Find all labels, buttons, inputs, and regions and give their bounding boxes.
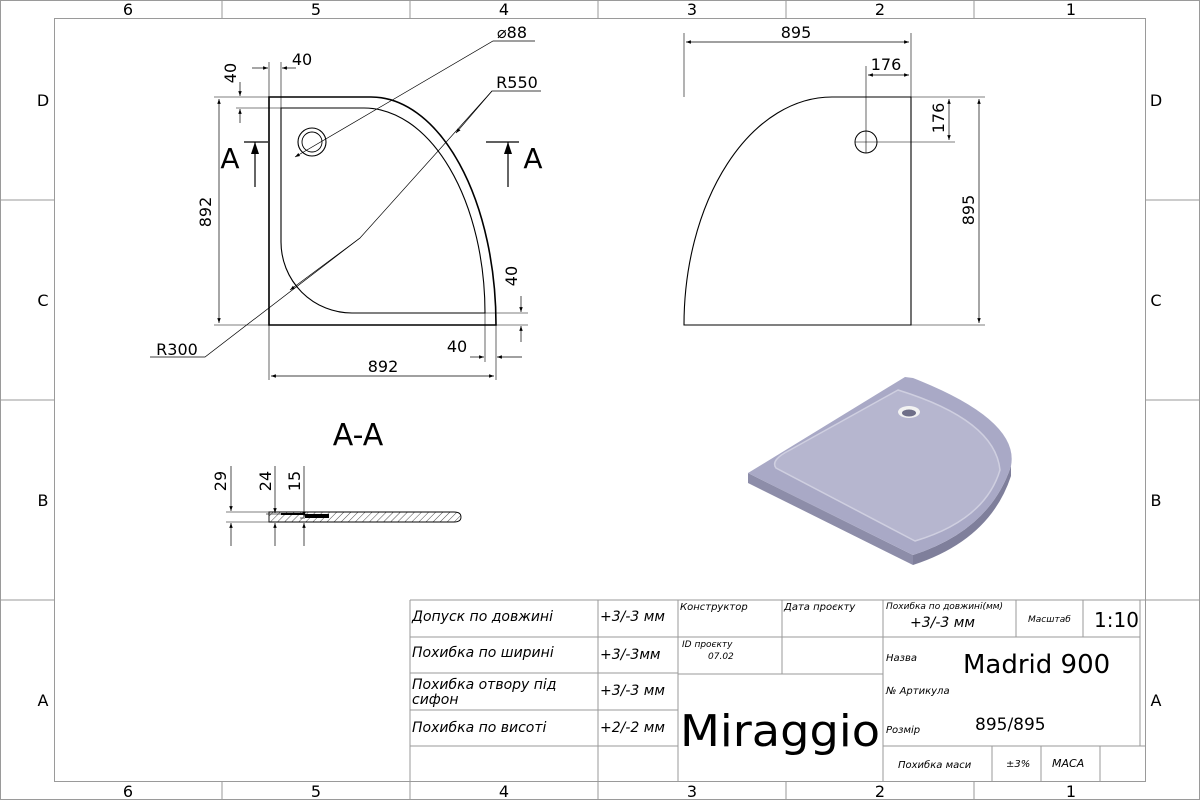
zone-bottom-5: 5 [310, 782, 322, 800]
zone-labels [37, 0, 1162, 800]
dim-plan-height: 892 [196, 196, 215, 228]
tb-row-3-label-line1: Похибка отвору під [412, 677, 557, 693]
dim-section-total-height: 29 [211, 470, 230, 492]
section-title: A-A [332, 418, 384, 453]
outline-view [684, 23, 985, 325]
tray-3d-render [748, 377, 1012, 565]
zone-bottom-3: 3 [686, 782, 698, 800]
tb-scale-value: 1:10 [1094, 608, 1139, 632]
zone-right-C: C [1150, 291, 1162, 310]
dim-outline-hole-y: 176 [929, 102, 948, 134]
tb-row-2-value: +3/-3мм [600, 647, 661, 663]
dim-outline-width: 895 [780, 23, 812, 42]
tb-scale-label: Масштаб [1028, 615, 1071, 625]
tb-project-id-value: 07.02 [708, 652, 734, 662]
tb-name-label: Назва [886, 653, 917, 664]
dim-plan-left-offset: 40 [291, 50, 313, 69]
dim-plan-right-offset: 40 [502, 265, 521, 287]
zone-left-B: B [37, 491, 49, 510]
zone-bottom-1: 1 [1065, 782, 1077, 800]
tb-length-tol-label: Похибка по довжині(мм) [886, 602, 1004, 612]
tb-row-3-label-line2: сифон [412, 692, 459, 708]
tb-row-1-label: Допуск по довжині [412, 609, 553, 625]
zone-top-2: 2 [874, 0, 886, 19]
dim-outer-radius: R550 [496, 73, 538, 92]
dim-outline-hole-x: 176 [870, 55, 902, 74]
tb-size-label: Розмір [886, 725, 921, 736]
zone-top-1: 1 [1065, 0, 1077, 19]
zone-bottom-2: 2 [874, 782, 886, 800]
zone-right-A: A [1150, 691, 1162, 710]
tb-row-3-value: +3/-3 мм [600, 683, 665, 699]
tb-article-label: № Артикула [886, 686, 950, 697]
tb-mass-tol-label: Похибка маси [898, 760, 972, 771]
dim-section-rim-height: 24 [256, 470, 275, 492]
zone-right-D: D [1149, 91, 1163, 110]
plan-view [150, 23, 543, 380]
tb-name-value: Madrid 900 [963, 650, 1111, 680]
zone-left-C: C [37, 291, 49, 310]
tb-mass-label: МАСА [1052, 757, 1085, 770]
zone-left-D: D [36, 91, 50, 110]
drain-hole-inner [302, 132, 322, 152]
tb-row-2-label: Похибка по ширині [412, 645, 554, 661]
zone-top-5: 5 [310, 0, 322, 19]
tb-date-label: Дата проєкту [784, 602, 856, 613]
section-view [211, 418, 461, 546]
tb-project-id-label: ID проєкту [682, 640, 733, 650]
section-marker-left: A [220, 142, 240, 175]
dim-plan-bottom-offset: 40 [446, 337, 468, 356]
tb-designer-label: Конструктор [680, 602, 748, 613]
dim-plan-top-offset: 40 [221, 62, 240, 84]
zone-bottom-6: 6 [122, 782, 134, 800]
zone-left-A: A [37, 691, 49, 710]
dim-outline-height: 895 [959, 194, 978, 226]
tb-length-tol-value: +3/-3 мм [910, 615, 975, 631]
tb-row-4-value: +2/-2 мм [600, 720, 665, 736]
tray-inner-outline [281, 108, 485, 313]
tb-row-1-value: +3/-3 мм [600, 609, 665, 625]
zone-right-B: B [1150, 491, 1162, 510]
dim-drain-diameter: ⌀88 [497, 23, 527, 42]
dim-inner-radius: R300 [156, 340, 198, 359]
zone-top-4: 4 [498, 0, 510, 19]
dim-section-base-height: 15 [285, 470, 304, 492]
zone-bottom-4: 4 [498, 782, 510, 800]
brand-logo: Miraggio [680, 706, 880, 757]
zone-top-6: 6 [122, 0, 134, 19]
zone-top-3: 3 [686, 0, 698, 19]
tb-mass-tol-value: ±3% [1006, 759, 1031, 770]
tb-row-4-label: Похибка по висоті [412, 720, 547, 736]
tb-size-value: 895/895 [975, 715, 1046, 735]
dim-plan-width: 892 [367, 357, 399, 376]
section-marker-right: A [523, 142, 543, 175]
tray-outline-shape [684, 97, 911, 325]
